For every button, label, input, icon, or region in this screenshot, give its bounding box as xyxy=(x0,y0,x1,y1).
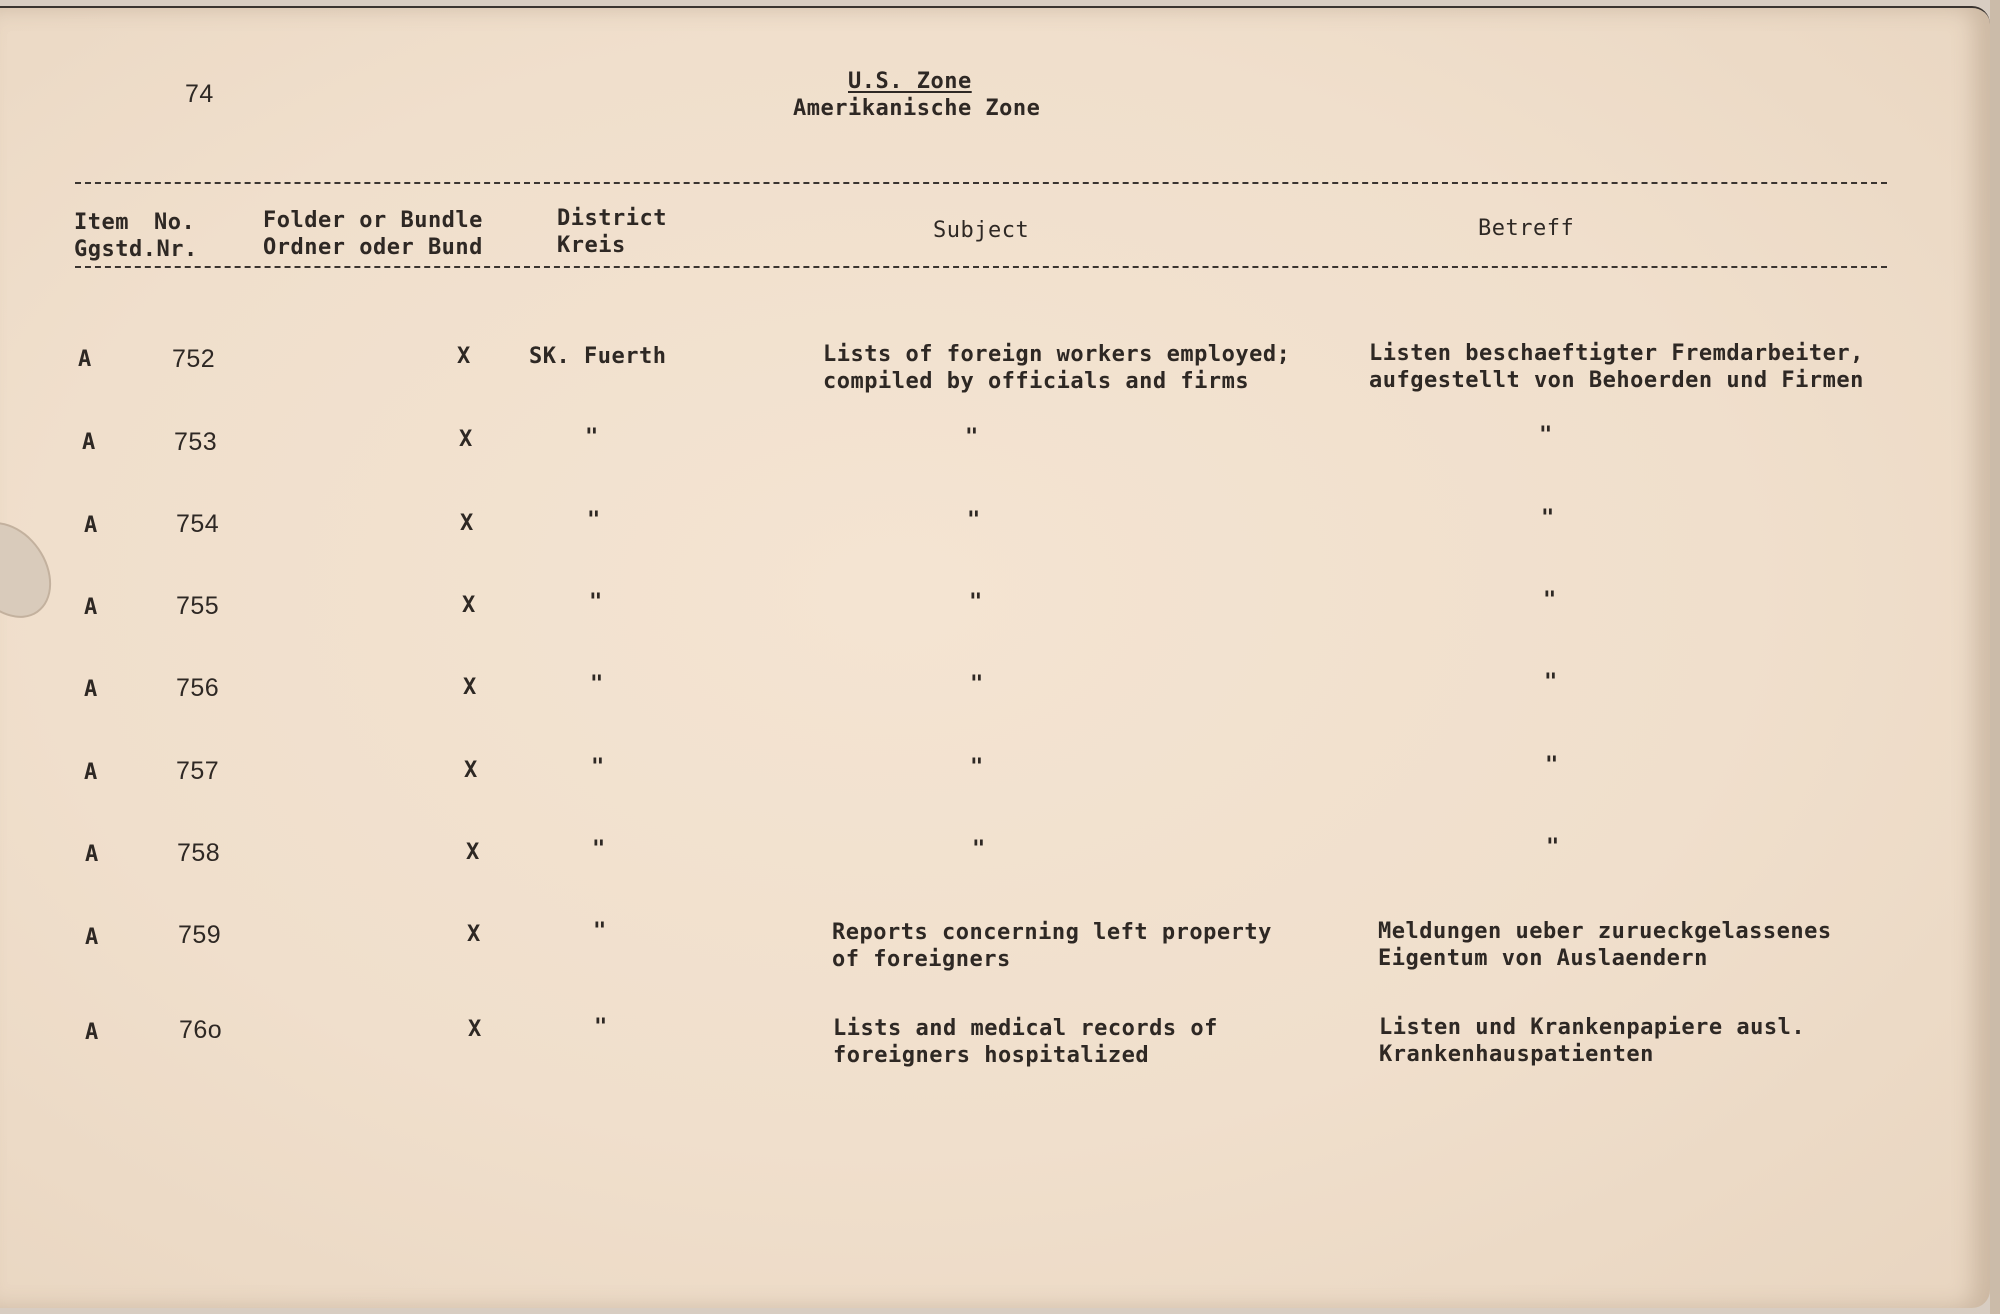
row-folder: X xyxy=(466,840,480,865)
row-number: 759 xyxy=(178,921,222,949)
row-subject-line1: Lists of foreign workers employed; xyxy=(823,342,1291,367)
row-folder: X xyxy=(464,758,478,783)
row-subject-line2: of foreigners xyxy=(832,947,1011,972)
row-betreff-line2: Eigentum von Auslaendern xyxy=(1378,946,1708,971)
row-folder: X xyxy=(460,511,474,536)
row-number: 752 xyxy=(172,345,216,373)
row-folder: X xyxy=(467,922,481,947)
row-district-ditto: " xyxy=(593,919,607,944)
row-subject-ditto: " xyxy=(965,425,979,450)
row-folder: X xyxy=(463,675,477,700)
row-number: 757 xyxy=(176,757,220,785)
row-item: A xyxy=(78,347,92,372)
row-district-ditto: " xyxy=(587,508,601,533)
row-district-ditto: " xyxy=(591,755,605,780)
document-page xyxy=(0,6,1990,1308)
row-item: A xyxy=(85,842,99,867)
row-betreff-ditto: " xyxy=(1546,835,1560,860)
page-number: 74 xyxy=(185,80,214,108)
header-item: Item xyxy=(74,210,129,235)
row-item: A xyxy=(82,430,96,455)
row-district-ditto: " xyxy=(590,672,604,697)
row-folder: X xyxy=(468,1017,482,1042)
row-subject-ditto: " xyxy=(970,672,984,697)
row-subject-line2: foreigners hospitalized xyxy=(833,1043,1150,1068)
row-district-ditto: " xyxy=(594,1015,608,1040)
row-folder: X xyxy=(457,344,471,369)
row-district-ditto: " xyxy=(592,837,606,862)
row-number: 758 xyxy=(177,839,221,867)
row-betreff-line1: Meldungen ueber zurueckgelassenes xyxy=(1378,919,1832,944)
row-number: 754 xyxy=(176,510,220,538)
row-subject-ditto: " xyxy=(969,590,983,615)
row-item: A xyxy=(85,1020,99,1045)
row-betreff-ditto: " xyxy=(1545,753,1559,778)
row-district-ditto: " xyxy=(589,590,603,615)
row-betreff-ditto: " xyxy=(1541,506,1555,531)
row-betreff-ditto: " xyxy=(1544,670,1558,695)
page-edge xyxy=(1990,0,2000,1314)
page-subtitle: Amerikanische Zone xyxy=(793,96,1041,121)
page-title: U.S. Zone xyxy=(848,69,972,94)
row-betreff-ditto: " xyxy=(1543,588,1557,613)
row-number: 756 xyxy=(176,674,220,702)
header-bottom-rule xyxy=(75,266,1887,268)
binder-tab-notch xyxy=(0,506,69,635)
header-top-rule xyxy=(75,182,1887,184)
row-item: A xyxy=(84,677,98,702)
row-betreff-line2: Krankenhauspatienten xyxy=(1379,1042,1654,1067)
row-betreff-line1: Listen und Krankenpapiere ausl. xyxy=(1379,1015,1806,1040)
row-item: A xyxy=(84,760,98,785)
row-betreff-line2: aufgestellt von Behoerden und Firmen xyxy=(1369,368,1864,393)
header-ggstd-nr: Ggstd.Nr. xyxy=(74,237,198,262)
row-subject-line2: compiled by officials and firms xyxy=(823,369,1250,394)
row-district: SK. Fuerth xyxy=(529,344,667,369)
row-item: A xyxy=(84,595,98,620)
row-number: 76o xyxy=(179,1016,223,1044)
row-subject-line1: Reports concerning left property xyxy=(832,920,1272,945)
header-folder-en: Folder or Bundle xyxy=(263,208,483,233)
header-folder-de: Ordner oder Bund xyxy=(263,235,483,260)
header-no: No. xyxy=(154,210,196,235)
row-subject-ditto: " xyxy=(972,837,986,862)
row-number: 753 xyxy=(174,428,218,456)
row-betreff-line1: Listen beschaeftigter Fremdarbeiter, xyxy=(1369,341,1864,366)
row-betreff-ditto: " xyxy=(1539,423,1553,448)
row-item: A xyxy=(85,925,99,950)
header-district-de: Kreis xyxy=(557,233,626,258)
row-district-ditto: " xyxy=(585,425,599,450)
header-district-en: District xyxy=(557,206,667,231)
row-subject-ditto: " xyxy=(970,755,984,780)
row-subject-line1: Lists and medical records of xyxy=(833,1016,1218,1041)
row-number: 755 xyxy=(176,592,220,620)
row-folder: X xyxy=(462,593,476,618)
header-subject: Subject xyxy=(933,218,1030,243)
row-item: A xyxy=(84,513,98,538)
row-subject-ditto: " xyxy=(967,508,981,533)
header-betreff: Betreff xyxy=(1478,216,1575,241)
row-folder: X xyxy=(459,427,473,452)
